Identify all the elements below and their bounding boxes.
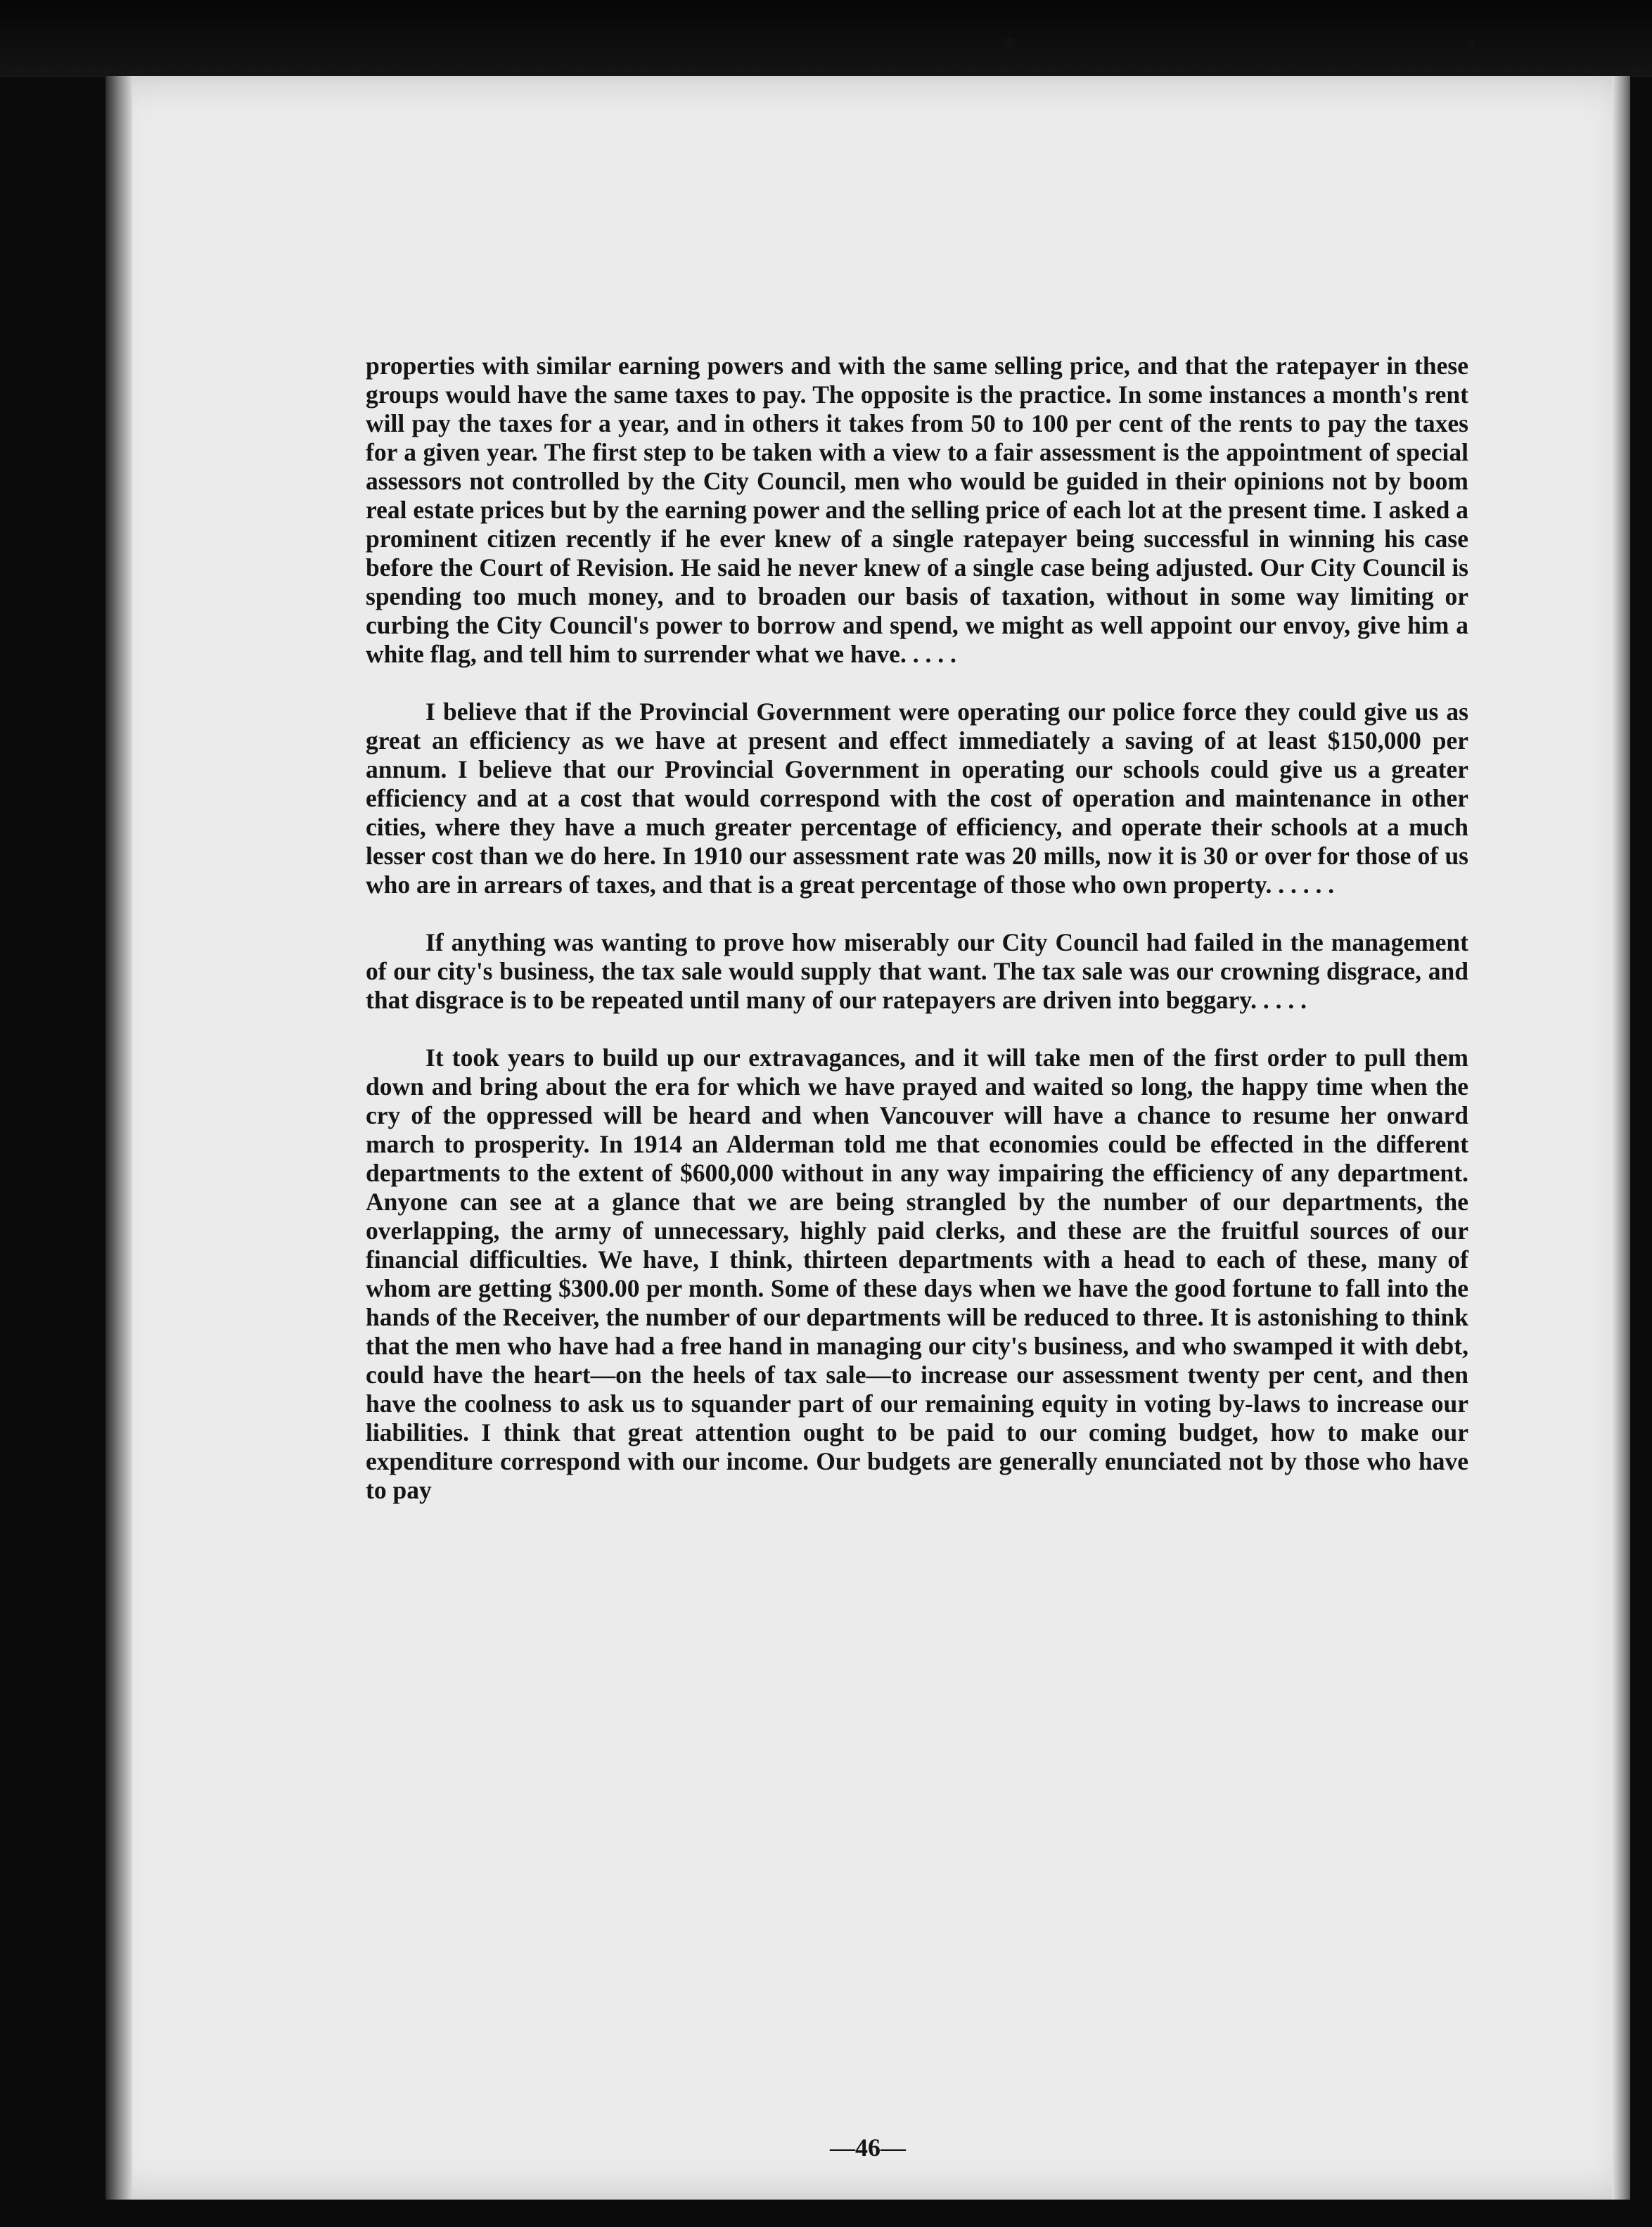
- scan-speck: [1004, 37, 1016, 48]
- page-spine-shadow: [105, 76, 132, 2200]
- paragraph: If anything was wanting to prove how miserably our City Council had failed in the management of our city's business, the tax sale would supply that want. The tax sale was our crowning disgrace, and that disgrace is to be repeated until many of our ratepayers are driven into beggary. . . . .: [366, 928, 1468, 1014]
- paragraph: properties with similar earning powers and with the same selling price, and that the ratepayer in these groups would have the same taxes to pay. The opposite is the practice. In some instances a month's rent will pay the taxes for a year, and in others it takes from 50 to 100 per cent of the rents to pay the taxes for a given year. The first step to be taken with a view to a fair assessment is the appointment of special assessors not controlled by the City Council, men who would be guided in their opinions not by boom real estate prices but by the earning power and the selling price of each lot at the present time. I asked a prominent citizen recently if he ever knew of a single ratepayer being successful in winning his case before the Court of Revision. He said he never knew of a single case being adjusted. Our City Council is spending too much money, and to broaden our basis of taxation, without in some way limiting or curbing the City Council's power to borrow and spend, we might as well appoint our envoy, give him a white flag, and tell him to surrender what we have. . . . .: [366, 352, 1468, 668]
- book-page: [105, 76, 1630, 2200]
- paragraph: It took years to build up our extravagances, and it will take men of the first order to pull them down and bring about the era for which we have prayed and waited so long, the happy time when the cry of the oppressed will be heard and when Vancouver will have a chance to resume her onward march to prosperity. In 1914 an Alderman told me that economies could be effected in the different departments to the extent of $600,000 without in any way impairing the efficiency of any department. Anyone can see at a glance that we are being strangled by the number of our departments, the overlapping, the army of unnecessary, highly paid clerks, and these are the fruitful sources of our financial difficulties. We have, I think, thirteen departments with a head to each of these, many of whom are getting $300.00 per month. Some of these days when we have the good fortune to fall into the hands of the Receiver, the number of our departments will be reduced to three. It is astonishing to think that the men who have had a free hand in managing our city's business, and who swamped it with debt, could have the heart—on the heels of tax sale—to increase our assessment twenty per cent, and then have the coolness to ask us to squander part of our remaining equity in voting by-laws to increase our liabilities. I think that great attention ought to be paid to our coming budget, how to make our expenditure correspond with our income. Our budgets are generally enunciated not by those who have to pay: [366, 1044, 1468, 1504]
- scan-border-top: [0, 0, 1652, 77]
- body-text: [366, 352, 1468, 1534]
- page-edge-shadow: [1612, 76, 1630, 2200]
- page-number: —46—: [830, 2133, 906, 2162]
- paragraph: I believe that if the Provincial Government were operating our police force they could give us as great an efficiency as we have at present and effect immediately a saving of at least $150,000 per annum. I believe that our Provincial Government in operating our schools could give us a greater efficiency and at a cost that would correspond with the cost of operation and maintenance in other cities, where they have a much greater percentage of efficiency, and operate their schools at a much lesser cost than we do here. In 1910 our assessment rate was 20 mills, now it is 30 or over for those of us who are in arrears of taxes, and that is a great percentage of those who own property. . . . . .: [366, 698, 1468, 899]
- scan-speck: [1468, 41, 1475, 49]
